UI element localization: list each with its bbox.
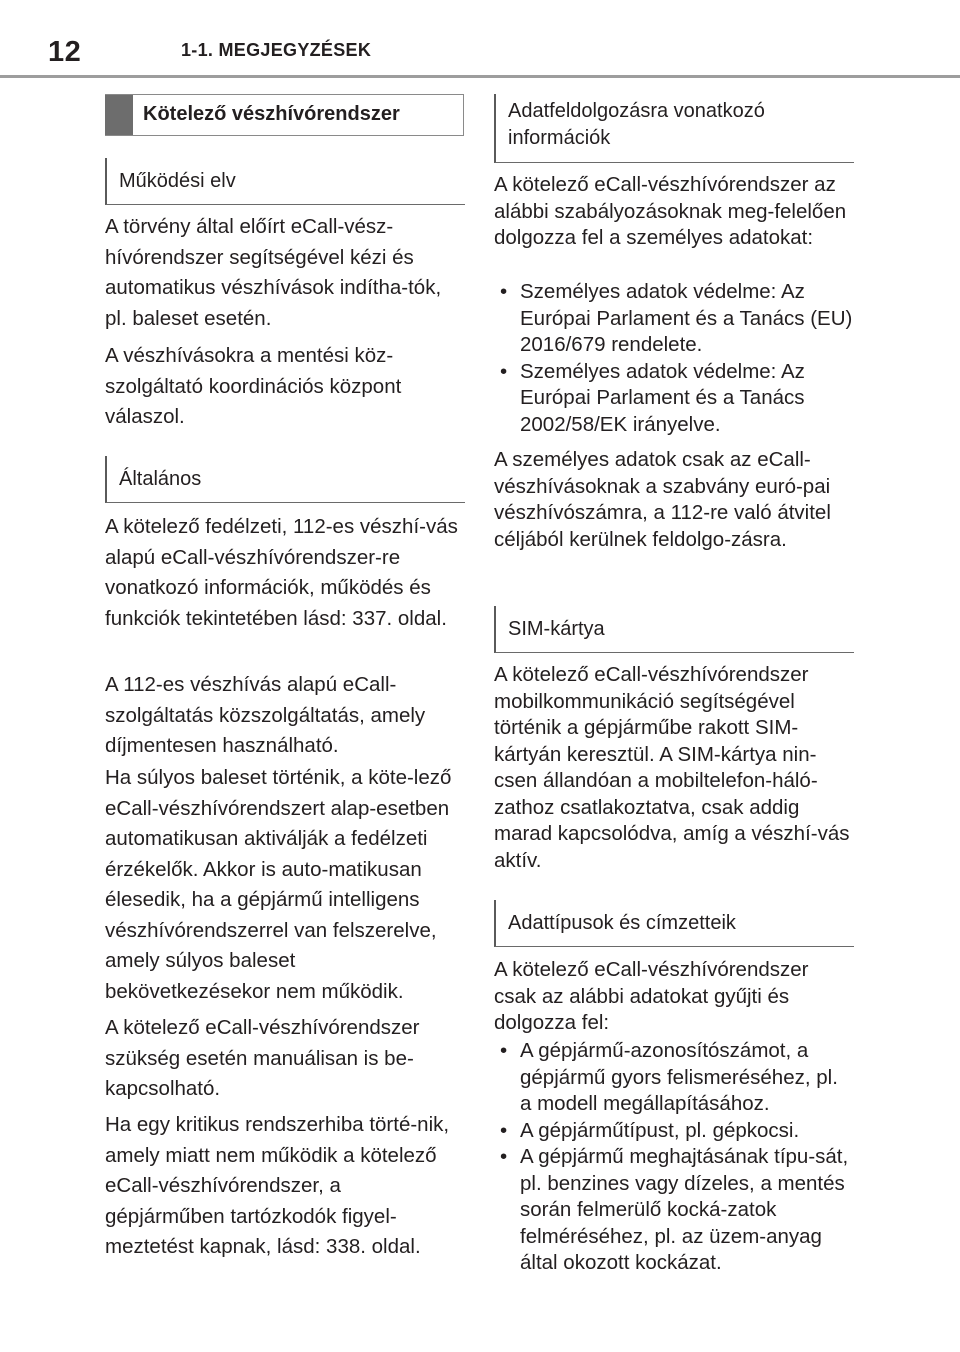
header-divider	[0, 75, 960, 78]
section-title: Kötelező vészhívórendszer	[143, 103, 400, 125]
chapter-title: 1-1. MEGJEGYZÉSEK	[181, 40, 372, 60]
subheading-mukodesi-elv: Működési elv	[105, 158, 465, 205]
paragraph: Ha egy kritikus rendszerhiba törté-nik, amely miatt nem működik a kötelező eCall-vészhívórendszer, a gépjárműben tartózkodók figyel-meztetést kapnak, lásd: 338. oldal.	[105, 1113, 450, 1258]
list-item: • Személyes adatok védelme: Az Európai Parlament és a Tanács 2002/58/EK irányelve.	[494, 359, 854, 439]
paragraph: A személyes adatok csak az eCall-vészhívásoknak a szabvány euró-pai vészhívószámra, a 112-re való átvitel céljából kerülnek feldolgo-zásra.	[494, 448, 831, 551]
paragraph: A kötelező eCall-vészhívórendszer szükség esetén manuálisan is be-kapcsolható.	[105, 1016, 420, 1100]
paragraph: A vészhívásokra a mentési köz-szolgáltató koordinációs központ válaszol.	[105, 344, 402, 428]
list-item: • A gépjárműtípust, pl. gépkocsi.	[494, 1118, 854, 1145]
page-header	[0, 0, 960, 80]
list-item: • A gépjármű meghajtásának típu-sát, pl. benzines vagy dízeles, a mentés során felmerülő kocká-zatok felméréséhez, pl. az üzem-anyag által okozott kockázat.	[494, 1144, 854, 1277]
paragraph: A kötelező eCall-vészhívórendszer csak az alábbi adatokat gyűjti és dolgozza fel:	[494, 958, 809, 1034]
subheading-sim-kartya: SIM-kártya	[494, 606, 854, 653]
list-item: • A gépjármű-azonosítószámot, a gépjármű gyors felismeréséhez, pl. a modell megállapításához.	[494, 1038, 854, 1118]
paragraph: A 112-es vészhívás alapú eCall-szolgáltatás közszolgáltatás, amely díjmentesen használható.	[105, 673, 426, 757]
bullet-list	[494, 1038, 854, 1277]
paragraph: A törvény által előírt eCall-vész-hívórendszer segítségével kézi és automatikus vészhívások indítha-tók, pl. baleset esetén.	[105, 215, 442, 330]
subheading-adatfeldolgozas: Adatfeldolgozásra vonatkozó információk	[494, 94, 854, 163]
paragraph: A kötelező eCall-vészhívórendszer az alábbi szabályozásoknak meg-felelően dolgozza fel a személyes adatokat:	[494, 173, 847, 249]
paragraph: Ha súlyos baleset történik, a köte-lező eCall-vészhívórendszert alap-esetben automatikusan aktiválják a fedélzeti érzékelők. Akkor is auto-matikusan élesedik, ha a gépjármű intelligens vészhívórendszerrel van felszerelve, amely súlyos baleset bekövetkezésekor nem működik.	[105, 766, 452, 1003]
subheading-altalanos: Általános	[105, 456, 465, 503]
paragraph: A kötelező eCall-vészhívórendszer mobilkommunikáció segítségével történik a gépjárműbe rakott SIM-kártyán keresztül. A SIM-kártya nin-csen állandóan a mobiltelefon-háló-zathoz csatlakoztatva, csak addig marad kapcsolódva, amíg a vészhí-vás aktív.	[494, 663, 850, 872]
section-heading-bar	[105, 95, 133, 135]
paragraph: A kötelező fedélzeti, 112-es vészhí-vás alapú eCall-vészhívórendszer-re vonatkozó információk, működés és funkciók tekintetében lásd: 337. oldal.	[105, 515, 458, 630]
subheading-adattipusok: Adattípusok és címzetteik	[494, 900, 854, 947]
list-item: • Személyes adatok védelme: Az Európai Parlament és a Tanács (EU) 2016/679 rendelete.	[494, 279, 854, 359]
bullet-list	[494, 279, 854, 438]
page-number: 12	[48, 36, 82, 68]
section-heading	[105, 94, 464, 136]
